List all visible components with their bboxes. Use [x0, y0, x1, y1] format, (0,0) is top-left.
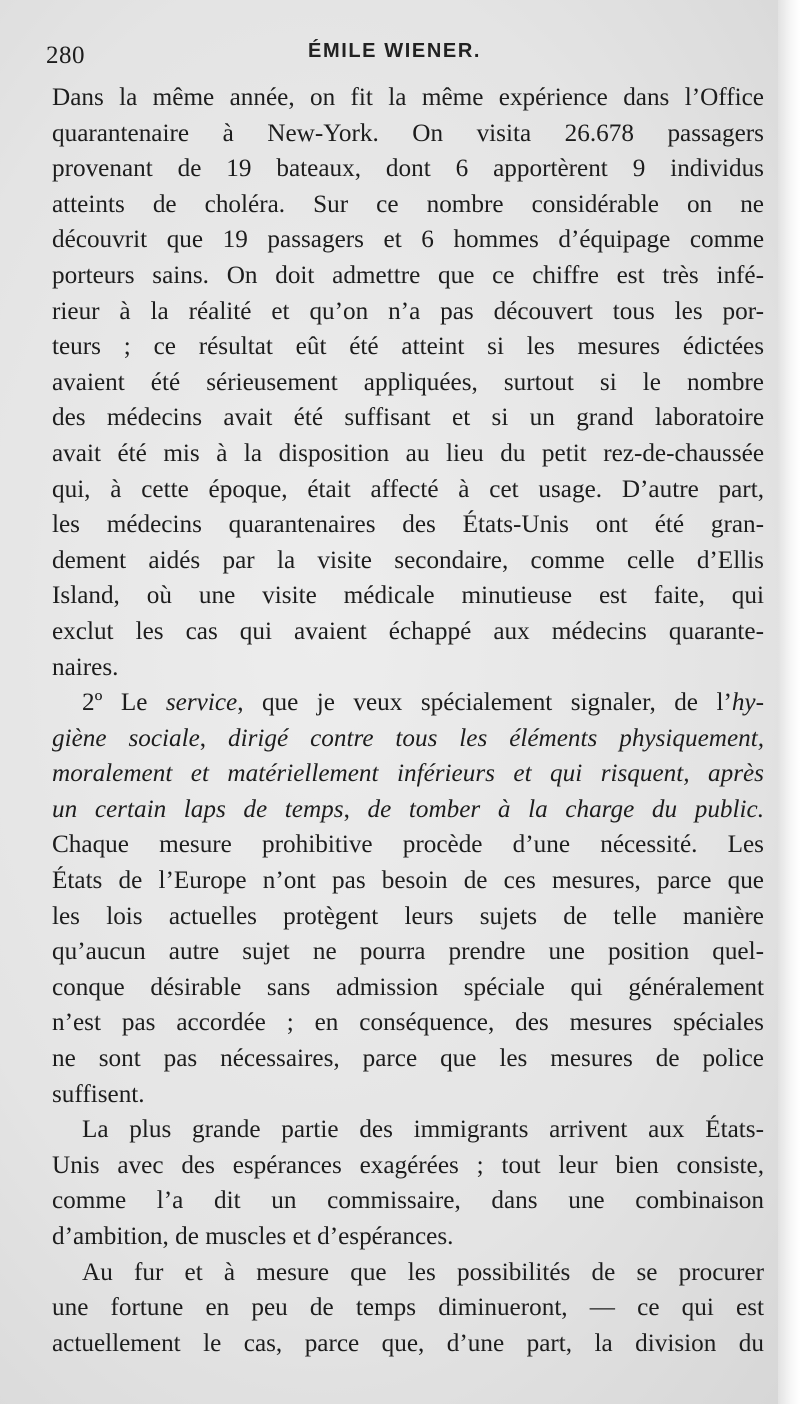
text-line: porteurs sains. On doit admettre que ce chiffre est très infé- [52, 261, 764, 289]
text-line: moralement et matériellement inférieurs et qui risquent, après [52, 760, 764, 788]
text-line: d’ambition, de muscles et d’espérances. [52, 1223, 454, 1250]
text-line: La plus grande partie des immigrants arrivent aux États- [82, 1116, 764, 1144]
text-line: une fortune en peu de temps diminueront, — ce qui est [52, 1294, 764, 1322]
text-line: découvrit que 19 passagers et 6 hommes d’équipage comme [52, 226, 764, 254]
text-line: conque désirable sans admission spéciale qui généralement [52, 973, 764, 1001]
text-line: teurs ; ce résultat eût été atteint si les mesures édictées [52, 333, 764, 361]
text-line: ne sont pas nécessaires, parce que les mesures de police [52, 1045, 764, 1073]
text-line: Island, où une visite médicale minutieuse est faite, qui [52, 582, 764, 610]
text-line: comme l’a dit un commissaire, dans une combinaison [52, 1187, 764, 1215]
text-line: naires. [52, 653, 119, 681]
body-text [52, 80, 764, 1361]
text-line: exclut les cas qui avaient échappé aux médecins quarante- [52, 617, 764, 645]
text-line: les lois actuelles protègent leurs sujets de telle manière [52, 902, 764, 930]
text-line: les médecins quarantenaires des États-Unis ont été gran- [52, 511, 764, 539]
text-line: un certain laps de temps, de tomber à la charge du public. [52, 795, 764, 823]
page-number: 280 [46, 42, 85, 69]
text-line: 2º Le service, que je veux spécialement signaler, de l’hy- [82, 689, 764, 717]
text-line: n’est pas accordée ; en conséquence, des mesures spéciales [52, 1009, 764, 1037]
text-line: actuellement le cas, parce que, d’une part, la division du [52, 1329, 764, 1357]
text-line: dement aidés par la visite secondaire, comme celle d’Ellis [52, 546, 764, 574]
page-edge [778, 0, 800, 1404]
book-page [46, 36, 765, 1376]
running-head [46, 36, 764, 80]
text-line: Chaque mesure prohibitive procède d’une nécessité. Les [52, 831, 764, 859]
text-line: qui, à cette époque, était affecté à cet usage. D’autre part, [52, 475, 764, 503]
text-line: quarantenaire à New-York. On visita 26.678 passagers [52, 119, 764, 147]
text-line: Au fur et à mesure que les possibilités de se procurer [82, 1258, 764, 1286]
text-line: atteints de choléra. Sur ce nombre considérable on ne [52, 190, 764, 218]
text-line: avaient été sérieusement appliquées, surtout si le nombre [52, 368, 764, 396]
text-line: Dans la même année, on fit la même expérience dans l’Office [52, 84, 764, 111]
text-line: des médecins avait été suffisant et si un grand laboratoire [52, 404, 764, 432]
text-line: rieur à la réalité et qu’on n’a pas découvert tous les por- [52, 297, 764, 325]
text-line: États de l’Europe n’ont pas besoin de ces mesures, parce que [52, 867, 764, 895]
text-line: Unis avec des espérances exagérées ; tout leur bien consiste, [52, 1151, 764, 1179]
text-line: suffisent. [52, 1080, 145, 1108]
text-line: avait été mis à la disposition au lieu du petit rez-de-chaussée [52, 439, 764, 467]
running-head-title: ÉMILE WIENER. [308, 40, 482, 62]
text-line: giène sociale, dirigé contre tous les éléments physiquement, [52, 724, 765, 752]
text-line: provenant de 19 bateaux, dont 6 apportèrent 9 individus [52, 155, 764, 183]
text-line: qu’aucun autre sujet ne pourra prendre une position quel- [52, 938, 764, 966]
